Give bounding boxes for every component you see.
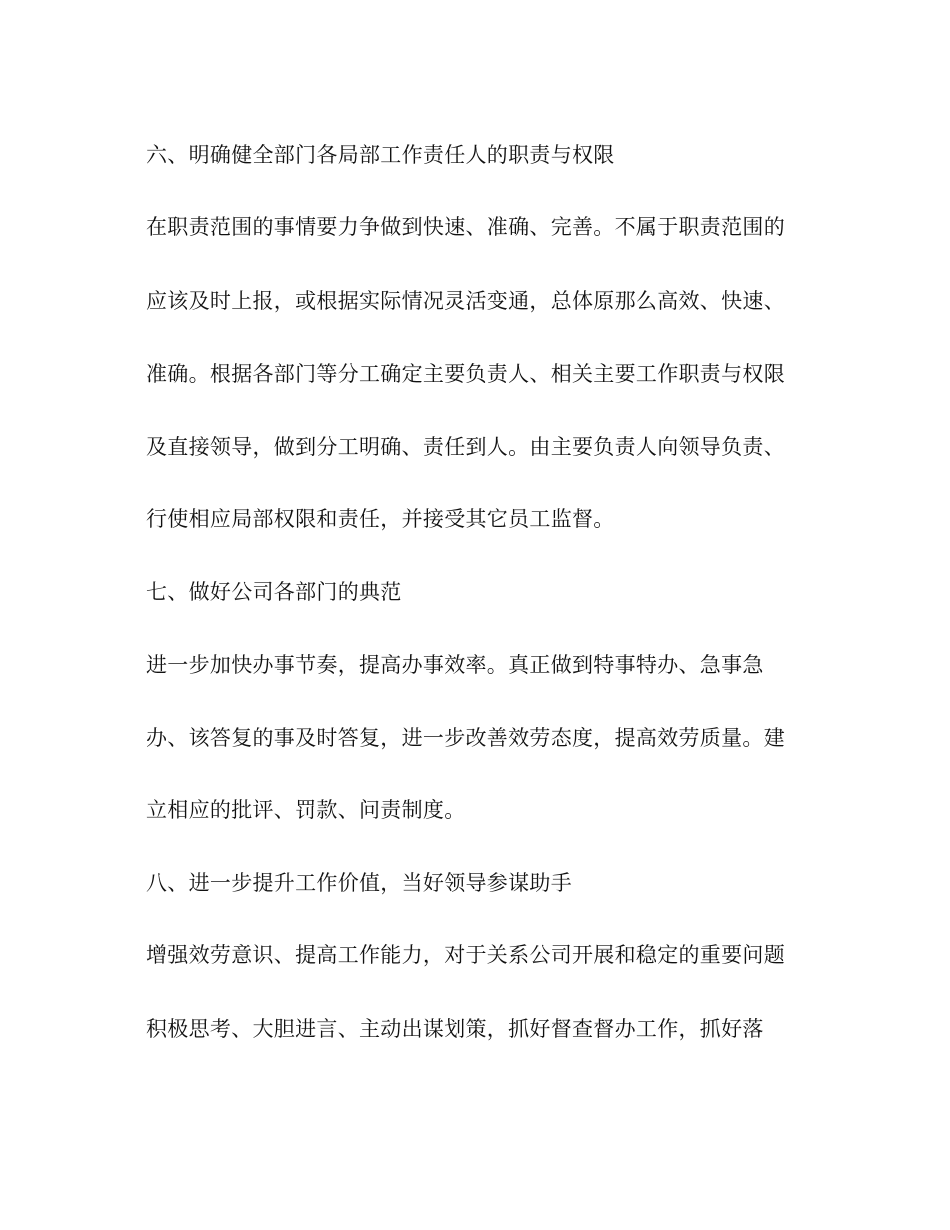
body-text-line: 准确。根据各部门等分工确定主要负责人、相关主要工作职责与权限 bbox=[146, 362, 785, 386]
body-text-line: 及直接领导，做到分工明确、责任到人。由主要负责人向领导负责、 bbox=[146, 435, 785, 459]
section-heading-7: 七、做好公司各部门的典范 bbox=[146, 580, 402, 604]
body-text-line: 办、该答复的事及时答复，进一步改善效劳态度，提高效劳质量。建 bbox=[146, 726, 785, 750]
body-text-line: 进一步加快办事节奏，提高办事效率。真正做到特事特办、急事急 bbox=[146, 653, 764, 677]
body-text-line: 在职责范围的事情要力争做到快速、准确、完善。不属于职责范围的 bbox=[146, 215, 785, 239]
body-text-line: 应该及时上报，或根据实际情况灵活变通，总体原那么高效、快速、 bbox=[146, 289, 785, 313]
body-text-line: 行使相应局部权限和责任，并接受其它员工监督。 bbox=[146, 507, 615, 531]
section-heading-6: 六、明确健全部门各局部工作责任人的职责与权限 bbox=[146, 143, 615, 167]
body-text-line: 积极思考、大胆进言、主动出谋划策，抓好督查督办工作，抓好落 bbox=[146, 1017, 764, 1041]
section-heading-8: 八、进一步提升工作价值，当好领导参谋助手 bbox=[146, 871, 572, 895]
body-text-line: 增强效劳意识、提高工作能力，对于关系公司开展和稳定的重要问题 bbox=[146, 943, 785, 967]
body-text-line: 立相应的批评、罚款、问责制度。 bbox=[146, 798, 466, 822]
